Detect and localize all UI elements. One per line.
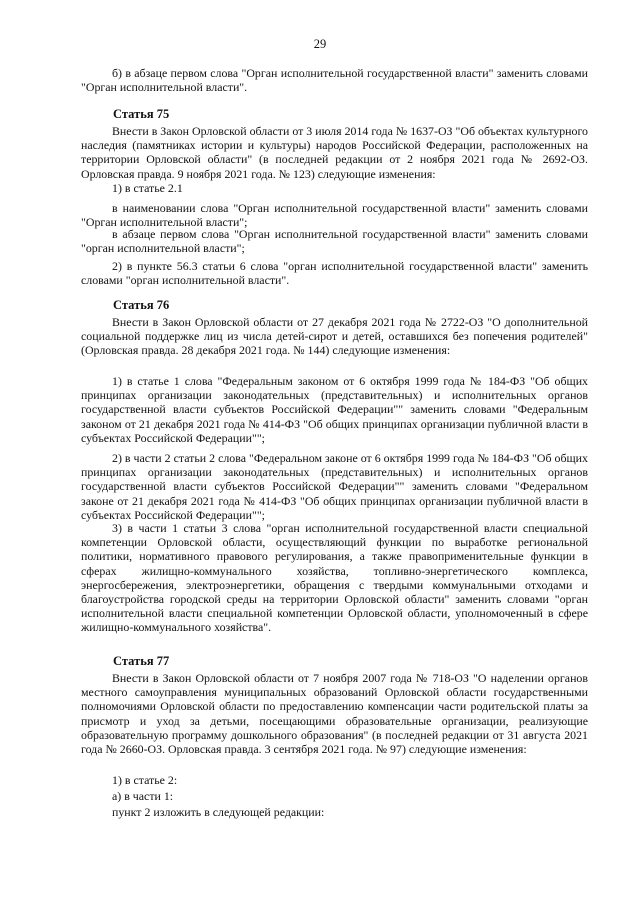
article-76-paragraph-2: 1) в статье 1 слова "Федеральным законом от 6 октября 1999 года № 184-ФЗ "Об общих принципах организации законодательных (представительных) и исполнительных органов государственной власти субъектов Российской Федерации"" заменить словами "Федеральным законом от 21 декабря 2021 года № 414-ФЗ "Об общих принципах организации публичной власти в субъектах Российской Федерации""; — [81, 374, 588, 445]
article-77-heading: Статья 77 — [113, 654, 170, 668]
article-75-paragraph-3: в наименовании слова "Орган исполнительной государственной власти" заменить словами "Орган исполнительной власти"; — [81, 201, 588, 230]
article-76-paragraph-4: 3) в части 1 статьи 3 слова "орган исполнительной государственной власти специальной компетенции Орловской области, осуществляющий функции по выработке региональной политики, нормативного правового регулирования, а также правоприменительные функции в сферах жилищно-коммунального хозяйства, топливно-энергетического комплекса, энергосбережения, электроэнергетики, обращения с твердыми коммунальными отходами и благоустройства городской среды на территории Орловской области" заменить словами "орган исполнительной власти специальной компетенции Орловской области, уполномоченный в сфере жилищно-коммунального хозяйства". — [81, 521, 588, 635]
article-76-paragraph-1: Внести в Закон Орловской области от 27 декабря 2021 года № 2722-ОЗ "О дополнительной социальной поддержке лиц из числа детей-сирот и детей, оставшихся без попечения родителей" (Орловская правда. 28 декабря 2021 года. № 144) следующие изменения: — [81, 315, 588, 358]
article-77-paragraph-3: а) в части 1: — [112, 789, 174, 803]
article-77-paragraph-1: Внести в Закон Орловской области от 7 ноября 2007 года № 718-ОЗ "О наделении органов местного самоуправления муниципальных образований Орловской области государственными полномочиями Орловской области по предоставлению компенсации части родительской платы за присмотр и уход за детьми, посещающими образовательные организации, реализующие образовательную программу дошкольного образования" (в последней редакции от 31 августа 2021 года № 2660-ОЗ. Орловская правда. 3 сентября 2021 года. № 97) следующие изменения: — [81, 671, 588, 757]
intro-paragraph: б) в абзаце первом слова "Орган исполнительной государственной власти" заменить словами "Орган исполнительной власти". — [81, 66, 588, 95]
article-75-paragraph-5: 2) в пункте 56.3 статьи 6 слова "орган исполнительной государственной власти" заменить словами "орган исполнительной власти". — [81, 259, 588, 288]
article-75-paragraph-4: в абзаце первом слова "Орган исполнительной государственной власти" заменить словами "орган исполнительной власти"; — [81, 227, 588, 256]
article-76-heading: Статья 76 — [113, 298, 170, 312]
page-number: 29 — [313, 37, 327, 51]
article-77-paragraph-4: пункт 2 изложить в следующей редакции: — [112, 805, 325, 819]
article-75-paragraph-1: Внести в Закон Орловской области от 3 июля 2014 года № 1637-ОЗ "Об объектах культурного наследия (памятниках истории и культуры) народов Российской Федерации, расположенных на территории Орловской области" (в последней редакции от 2 ноября 2021 года № 2692-ОЗ. Орловская правда. 9 ноября 2021 года. № 123) следующие изменения: — [81, 124, 588, 181]
article-77-paragraph-2: 1) в статье 2: — [112, 773, 178, 787]
article-76-paragraph-3: 2) в части 2 статьи 2 слова "Федеральном законе от 6 октября 1999 года № 184-ФЗ "Об общих принципах организации законодательных (представительных) и исполнительных органов государственной власти субъектов Российской Федерации"" заменить словами "Федеральном законе от 21 декабря 2021 года № 414-ФЗ "Об общих принципах организации публичной власти в субъектах Российской Федерации""; — [81, 451, 588, 522]
article-75-heading: Статья 75 — [113, 107, 170, 121]
article-75-paragraph-2: 1) в статье 2.1 — [112, 181, 183, 195]
